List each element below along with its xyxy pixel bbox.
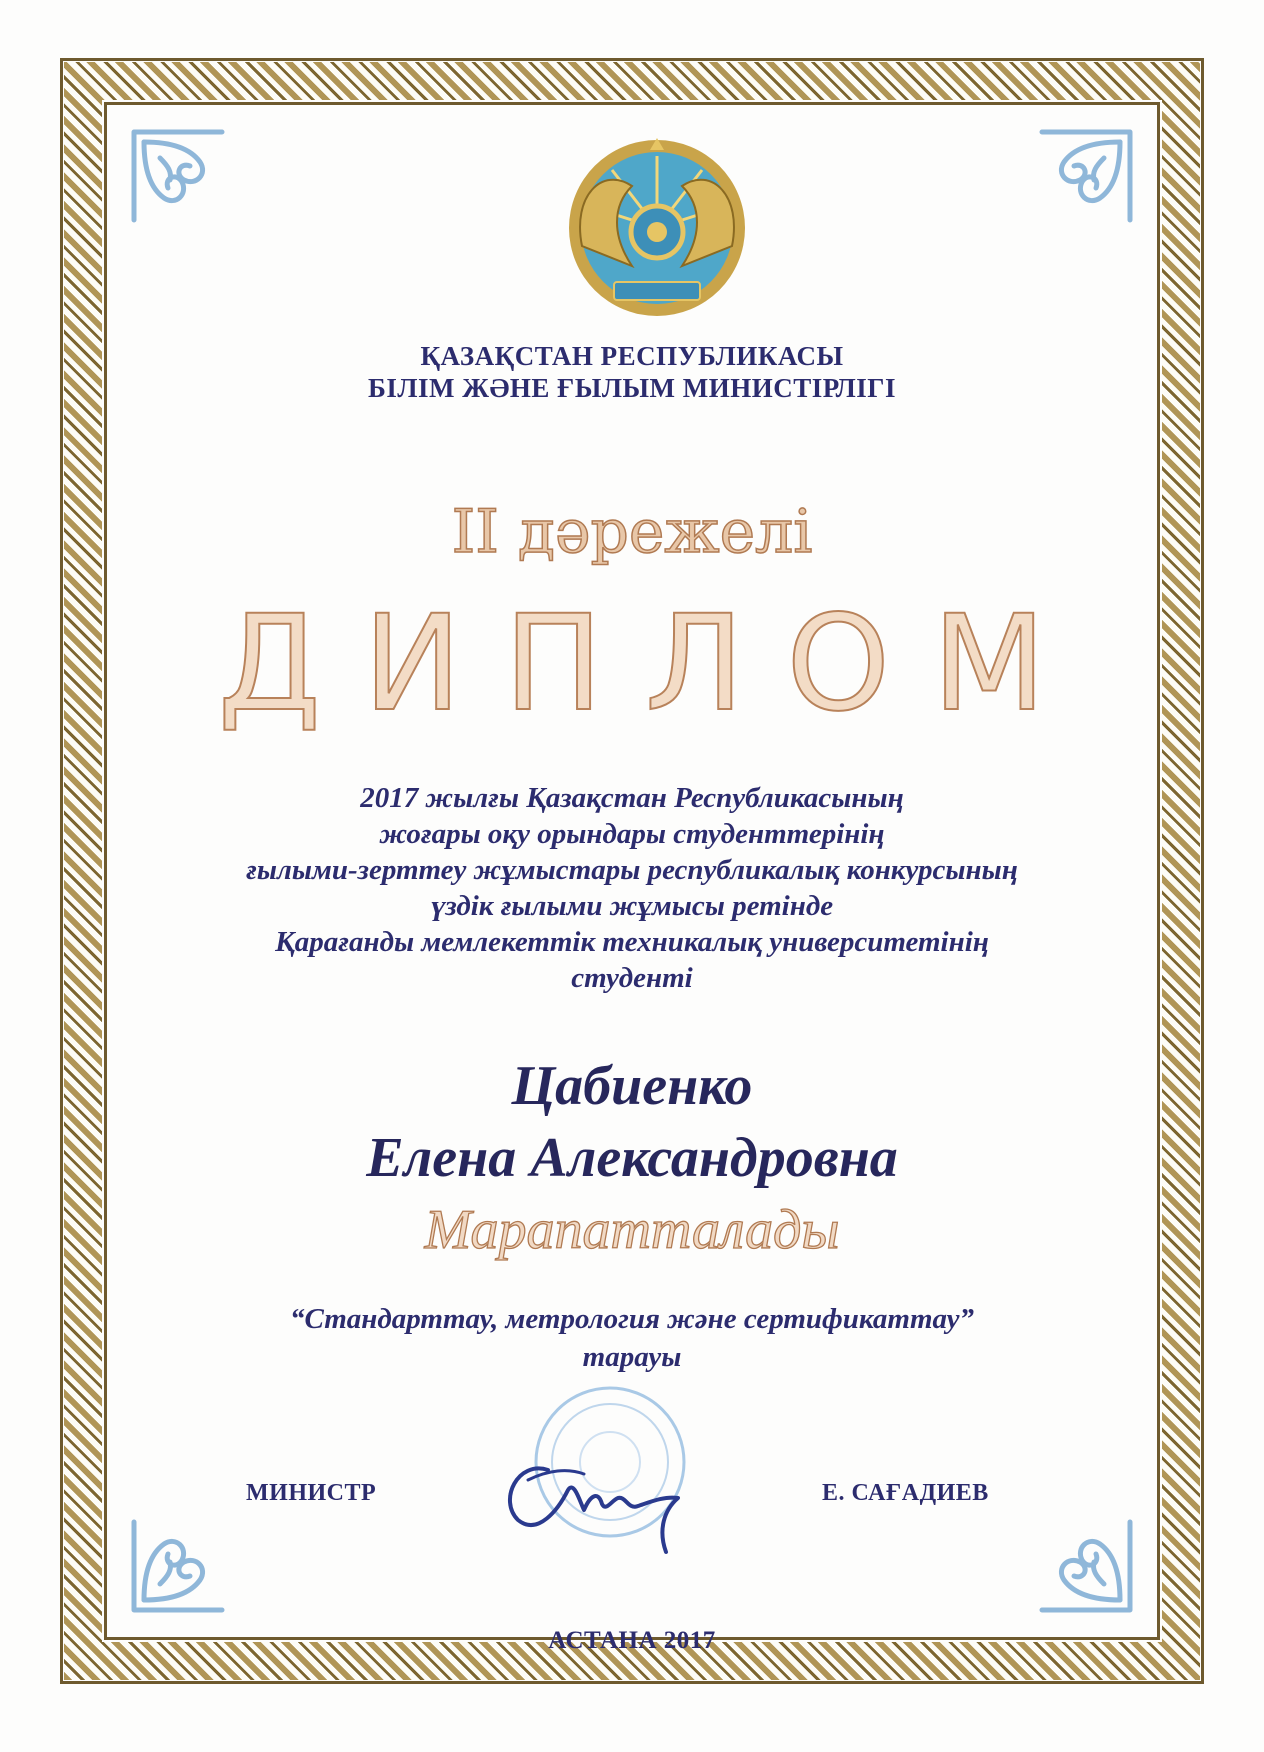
place-and-year: АСТАНА 2017 [548, 1627, 716, 1654]
signatory-role: МИНИСТР [246, 1480, 377, 1506]
corner-ornament-icon [1038, 1518, 1134, 1614]
ministry-line-1: ҚАЗАҚСТАН РЕСПУБЛИКАСЫ [420, 341, 844, 371]
signatory-name: Е. САҒАДИЕВ [822, 1480, 989, 1506]
ministry-header [140, 340, 1124, 404]
recipient-surname: Цабиенко [511, 1055, 753, 1117]
corner-ornament-icon [130, 1518, 226, 1614]
recipient-given-names: Елена Александровна [366, 1127, 898, 1189]
state-emblem-icon [562, 136, 752, 320]
statement-line: студенті [571, 962, 693, 994]
statement-line: үздік ғылыми жұмысы ретінде [430, 890, 834, 922]
award-statement [140, 780, 1124, 996]
awarded-text: Марапатталады [424, 1199, 840, 1261]
award-title: ДИПЛОМ [217, 587, 1089, 741]
statement-line: ғылыми-зерттеу жұмыстары республикалық конкурсының [246, 854, 1018, 886]
statement-line: 2017 жылғы Қазақстан Республикасының [360, 782, 904, 814]
recipient-name [140, 1050, 1124, 1194]
section-line-2: тарауы [582, 1341, 682, 1373]
award-degree: II дәрежелі [451, 497, 813, 567]
corner-ornament-icon [1038, 128, 1134, 224]
corner-ornament-icon [130, 128, 226, 224]
statement-line: жоғары оқу орындары студенттерінің [379, 818, 885, 850]
signature-icon [488, 1440, 698, 1560]
section-line-1: “Стандарттау, метрология және сертификаттау” [289, 1303, 974, 1335]
competition-section [140, 1300, 1124, 1376]
ministry-line-2: БІЛІМ ЖӘНЕ ҒЫЛЫМ МИНИСТІРЛІГІ [368, 373, 896, 403]
statement-line: Қарағанды мемлекеттік техникалық университетінің [275, 926, 989, 958]
